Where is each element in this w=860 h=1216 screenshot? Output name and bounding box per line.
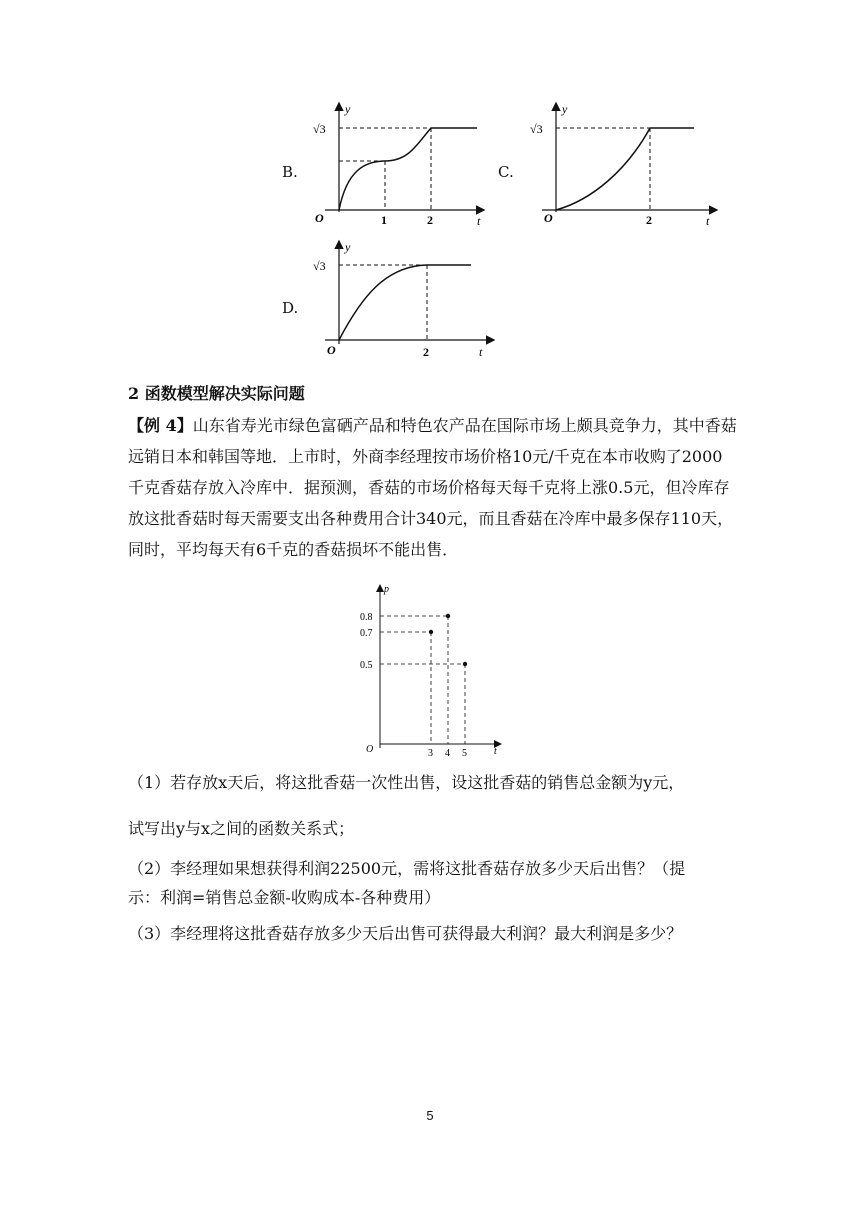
option-c-label: C. [498, 163, 514, 181]
x-tick-label: 3 [428, 748, 433, 758]
origin-label: O [315, 211, 324, 225]
x-axis-label: t [477, 214, 481, 228]
y-tick-label: √3 [313, 259, 326, 273]
data-point [429, 630, 433, 634]
x-axis-label: t [706, 214, 710, 228]
y-axis-label: y [562, 102, 568, 116]
y-tick-label: 0.8 [360, 612, 373, 623]
option-d-graph [305, 238, 495, 368]
section-title: 2 函数模型解决实际问题 [128, 384, 305, 403]
example-paragraph [128, 410, 738, 565]
page-number: 5 [426, 1108, 434, 1123]
y-tick-label: √3 [313, 122, 326, 136]
origin-label: O [544, 211, 553, 225]
question-2-line-1: （2）李经理如果想获得利润22500元，需将这批香菇存放多少天后出售？（提 [128, 859, 686, 878]
x-tick-label: 4 [445, 748, 450, 758]
option-b-graph [305, 100, 485, 230]
price-scatter-chart [330, 578, 510, 758]
x-tick-label: 2 [646, 213, 652, 227]
x-tick-label: 1 [381, 213, 387, 227]
example-text: 山东省寿光市绿色富硒产品和特色农产品在国际市场上颇具竞争力，其中香菇远销日本和韩国等地．上市时，外商李经理按市场价格10元/千克在本市收购了2000千克香菇存放入冷库中．据预测，香菇的市场价格每天每千克将上涨0.5元，但冷库存放这批香菇时每天需要支出各种费用合计340元，而且香菇在冷库中最多保存110天，同时，平均每天有6千克的香菇损坏不能出售． [128, 416, 737, 559]
data-point [446, 614, 450, 618]
x-tick-label: 2 [423, 345, 429, 359]
x-axis-label: t [494, 746, 497, 757]
x-tick-label: 5 [462, 748, 467, 758]
question-2-line-2: 示：利润=销售总金额-收购成本-各种费用） [128, 888, 441, 907]
option-b-label: B. [282, 163, 298, 181]
question-1-line-2: 试写出y与x之间的函数关系式； [128, 819, 355, 838]
x-axis-label: t [479, 345, 483, 359]
y-axis-label: y [345, 102, 351, 116]
origin-label: O [366, 744, 374, 755]
y-axis-label: y [345, 240, 351, 254]
curve [556, 128, 650, 210]
example-tag: 【例 4】 [128, 416, 193, 435]
origin-label: O [327, 343, 336, 357]
y-tick-label: 0.7 [360, 628, 373, 639]
question-1-line-1: （1）若存放x天后，将这批香菇一次性出售，设这批香菇的销售总金额为y元， [128, 773, 685, 792]
y-axis-label: p [384, 584, 389, 595]
option-d-label: D. [282, 299, 299, 317]
y-tick-label: 0.5 [360, 660, 373, 671]
y-tick-label: √3 [530, 122, 543, 136]
question-3: （3）李经理将这批香菇存放多少天后出售可获得最大利润？最大利润是多少？ [128, 924, 683, 943]
option-c-graph [522, 100, 722, 230]
data-point [463, 662, 467, 666]
curve [339, 265, 427, 340]
x-tick-label: 2 [427, 213, 433, 227]
